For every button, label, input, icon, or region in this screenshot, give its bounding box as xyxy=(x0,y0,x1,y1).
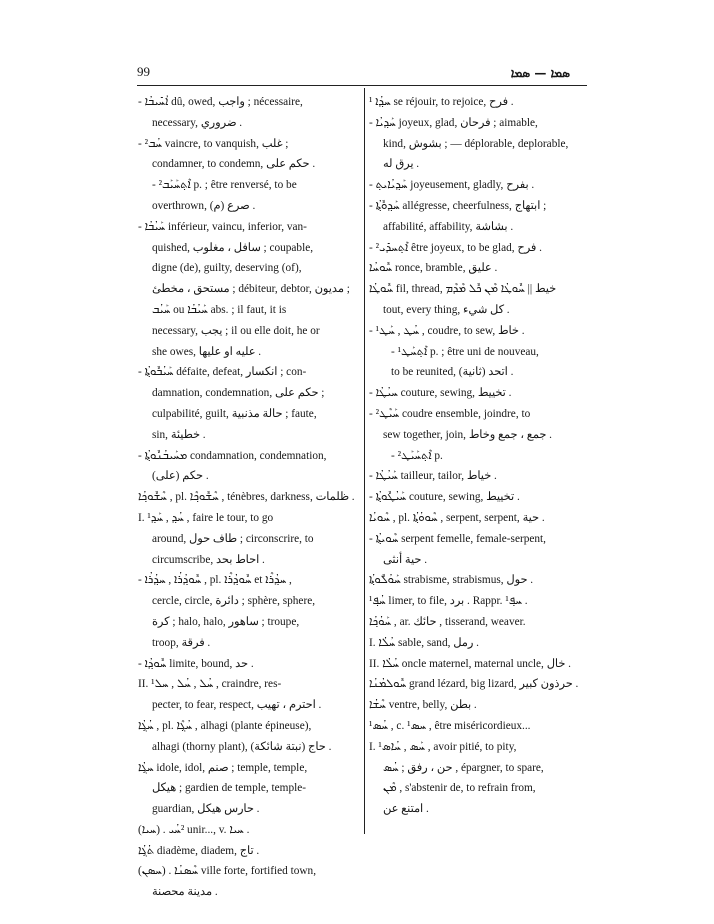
dictionary-line: - ²ܚܰܝܶܛ coudre ensemble, joindre, to xyxy=(369,407,531,420)
dictionary-line: يرق له . xyxy=(383,158,420,171)
dictionary-line: (ܚܝܐ) . ²ܚܳܝ unir..., v. ܚܝܐ . xyxy=(138,823,250,836)
dictionary-line: circumscribe, احاط بحد . xyxy=(152,553,265,566)
dictionary-line: pecter, to fear, respect, احترم ، تهيب . xyxy=(152,699,322,712)
dictionary-line: tout, every thing, كل شيء . xyxy=(383,303,510,316)
dictionary-line: - ܚܽܘܕ݂ܳܐ limite, bound, حد . xyxy=(138,657,254,670)
dictionary-line: alhagi (thorny plant), حاج (نبتة شائكة) . xyxy=(152,740,332,753)
right-column xyxy=(369,92,587,820)
dictionary-line: حية أنثى . xyxy=(383,553,428,566)
dictionary-line: ܚܳܓ݂ܳܐ , pl. ܚܳܓ݂ܶܐ , alhagi (plante épineuse), xyxy=(138,719,312,732)
dictionary-line: - ܚܰܝܳܒܳܐ inférieur, vaincu, inferior, van- xyxy=(138,220,307,233)
dictionary-line: II. ܚܳܠܳܐ oncle maternel, maternal uncle, خال . xyxy=(369,657,571,670)
dictionary-line: kind, بشوش ; — déplorable, deplorable, xyxy=(383,137,569,150)
dictionary-line: quished, سافل ، مغلوب ; coupable, xyxy=(152,241,314,254)
dictionary-line: ܚܰܝܳܒ ou ܚܰܝܳܒܳܐ abs. ; il faut, it is xyxy=(152,303,287,316)
page-number: 99 xyxy=(137,64,150,79)
dictionary-line: (ܚܣܢ) . ܚܶܣܢܳܐ ville forte, fortified town, xyxy=(138,865,317,878)
dictionary-line: sin, خطيئة . xyxy=(152,428,206,441)
dictionary-line: cercle, circle, دائرة ; sphère, sphere, xyxy=(152,595,316,608)
dictionary-line: II. ¹ܚܳܠ , ܚܳܠ , ܚܠ , craindre, res- xyxy=(138,678,282,691)
dictionary-line: ܚܽܘܠܡܳܢܳܐ grand lézard, big lizard, حرذون كبير . xyxy=(369,678,579,691)
dictionary-line: necessary, يجب ; il ou elle doit, he or xyxy=(152,324,320,337)
dictionary-line: هيكل ; gardien de temple, temple- xyxy=(152,782,307,795)
dictionary-line: - ²ܐܶܬ݂ܚܕܺܝ être joyeux, to be glad, فرح . xyxy=(369,241,542,254)
dictionary-line: - ܚܶܘܝܬ݂ܳܐ serpent femelle, female-serpent, xyxy=(369,532,547,545)
dictionary-line: ܚܰܘܳܠܽܘܬ݂ܳܐ strabisme, strabismus, حول . xyxy=(369,574,534,587)
dictionary-line: - ²ܚܳܒ vaincre, to vanquish, غلب ; xyxy=(138,137,289,150)
dictionary-line: حكم (على) . xyxy=(152,470,209,483)
dictionary-line: sew together, join, جمع ، جمع وخاط . xyxy=(383,428,552,441)
dictionary-line: ¹ܚܳܣ , c. ¹ܚܣ , être miséricordieux... xyxy=(369,719,531,732)
dictionary-line: كرة ; halo, halo, ساهور ; troupe, xyxy=(152,615,300,628)
dictionary-line: - ܐܳܚܺܝܒܳܐ dû, owed, واجب ; nécessaire, xyxy=(138,96,303,108)
dictionary-line: - ܚܰܝܳܛܳܐ tailleur, tailor, خياط . xyxy=(369,470,497,483)
dictionary-line: I. ܚܳܠܳܐ sable, sand, رمل . xyxy=(369,636,479,649)
dictionary-line: - ܡܚܰܝܒܳܢܽܘܬ݂ܳܐ condamnation, condemnation, xyxy=(138,449,327,462)
running-head: ܣܡܐ — ܣܡܐ xyxy=(510,66,570,80)
dictionary-line: around, طاف حول ; circonscrire, to xyxy=(152,532,314,545)
dictionary-line: مستحق ، مخطئ ; débiteur, debtor, مديون ; xyxy=(152,283,350,296)
column-divider xyxy=(364,88,365,834)
dictionary-line: - ܚܰܝܳܒܽܘܬ݂ܳܐ défaite, defeat, انكسار ; con- xyxy=(138,366,307,379)
dictionary-line: digne (de), guilty, deserving (of), xyxy=(152,262,302,275)
left-column xyxy=(138,92,355,903)
dictionary-line: ܚܶܘܝܳܐ , pl. ܚܶܘܘܳܬ݂ܳܐ , serpent, serpent, حية . xyxy=(369,511,545,524)
dictionary-line: ¹ܚܳܦ݂ limer, to file, برد . Rappr. ¹ܚܦ݂ . xyxy=(369,595,528,608)
header-rule xyxy=(137,85,587,86)
dictionary-line: culpabilité, guilt, حالة مذنبية ; faute, xyxy=(152,407,317,420)
dictionary-line: troop, فرقة . xyxy=(152,636,211,649)
dictionary-line: ܡܶܢ , s'abstenir de, to refrain from, xyxy=(383,782,536,795)
dictionary-line: - ܚܰܝܳܛܽܘܬ݂ܳܐ couture, sewing, تخييط . xyxy=(369,491,520,504)
dictionary-line: - ܚܰܕ݂ܘܽܬ݂ܳܐ allégresse, cheerfulness, ابتهاج ; xyxy=(369,199,547,212)
dictionary-line: affabilité, affability, بشاشة . xyxy=(383,220,514,233)
dictionary-line: ܬܳܓ݂ܳܐ diadème, diadem, تاج . xyxy=(138,844,260,857)
dictionary-line: مدينة محصنة . xyxy=(152,886,218,899)
dictionary-line: she owes, عليه او عليها . xyxy=(152,345,262,358)
dictionary-line: guardian, حارس هيكل . xyxy=(152,803,260,816)
dictionary-line: ܚܶܫܳܐ ventre, belly, بطن . xyxy=(369,699,477,712)
dictionary-line: ¹ ܚܕ݂ܳܐ se réjouir, to rejoice, فرح . xyxy=(369,96,514,108)
dictionary-line: - ܚܰܕ݂ܝܳܐ joyeux, glad, فرحان ; aimable, xyxy=(369,116,538,129)
dictionary-line: - ܚܝܳܛܳܐ couture, sewing, تخييط . xyxy=(369,387,512,400)
dictionary-line: I. ¹ܚܳܕ݂ , ܚܰܕ݂ , faire le tour, to go xyxy=(138,511,274,524)
dictionary-line: damnation, condemnation, حكم على ; xyxy=(152,387,325,400)
dictionary-line: ܚܶܫܽܘܟ݂ܳܐ , pl. ܚܶܫܽܘܟ݂ܶܐ , ténèbres, darkness, ظلمات . xyxy=(138,491,355,504)
dictionary-line: حن ، رفق ; ܚܳܣ , épargner, to spare, xyxy=(383,761,544,774)
dictionary-line: - ²ܐܶܬ݂ܚܰܝܰܒ p. ; être renversé, to be xyxy=(152,179,297,192)
dictionary-line: ܚܽܘܚܳܐ ronce, bramble, عليق . xyxy=(369,262,498,275)
dictionary-line: - ܚܽܘܕ݂ܳܪܳܐ , ܚܕ݂ܳܪܳܐ , pl. ܚܽܘܕ݂ܳܪܶܐ et ܚܕ݂ܳܪܶܐ , xyxy=(138,574,292,587)
dictionary-line: I. ¹ܚܰܣ , ܚܳܐܣ , avoir pitié, to pity, xyxy=(369,740,517,753)
dictionary-line: overthrown, صرع (م) . xyxy=(152,199,256,212)
dictionary-line: necessary, ضروري . xyxy=(152,116,243,129)
dictionary-line: ܚܽܘܛܳܐ fil, thread, خيط || ܚܽܘܛܳܐ ܡܶܢ ܟܽܠ ܡܶܕܶܡ xyxy=(369,283,557,296)
dictionary-line: - ¹ܐܶܬ݂ܚܰܛ p. ; être uni de nouveau, xyxy=(391,345,539,358)
dictionary-line: امتنع عن . xyxy=(383,803,429,816)
dictionary-line: ܚܰܘܳܟ݂ܳܐ , ar. حائك , tisserand, weaver. xyxy=(369,615,526,628)
dictionary-line: - ܚܰܕ݂ܝܳܐܝܬ݂ joyeusement, gladly, بفرح . xyxy=(369,179,535,192)
dictionary-line: condamner, to condemn, حكم على . xyxy=(152,158,316,171)
dictionary-line: to be reunited, اتحد (ثانية) . xyxy=(391,366,514,379)
dictionary-line: - ¹ܚܳܛ , ܚܰܛ , coudre, to sew, خاط . xyxy=(369,324,525,337)
dictionary-line: - ²ܐܶܬ݂ܚܰܝܰܛ p. xyxy=(391,449,443,462)
dictionary-line: ܚܓ݂ܳܐ idole, idol, صنم ; temple, temple, xyxy=(138,761,308,774)
